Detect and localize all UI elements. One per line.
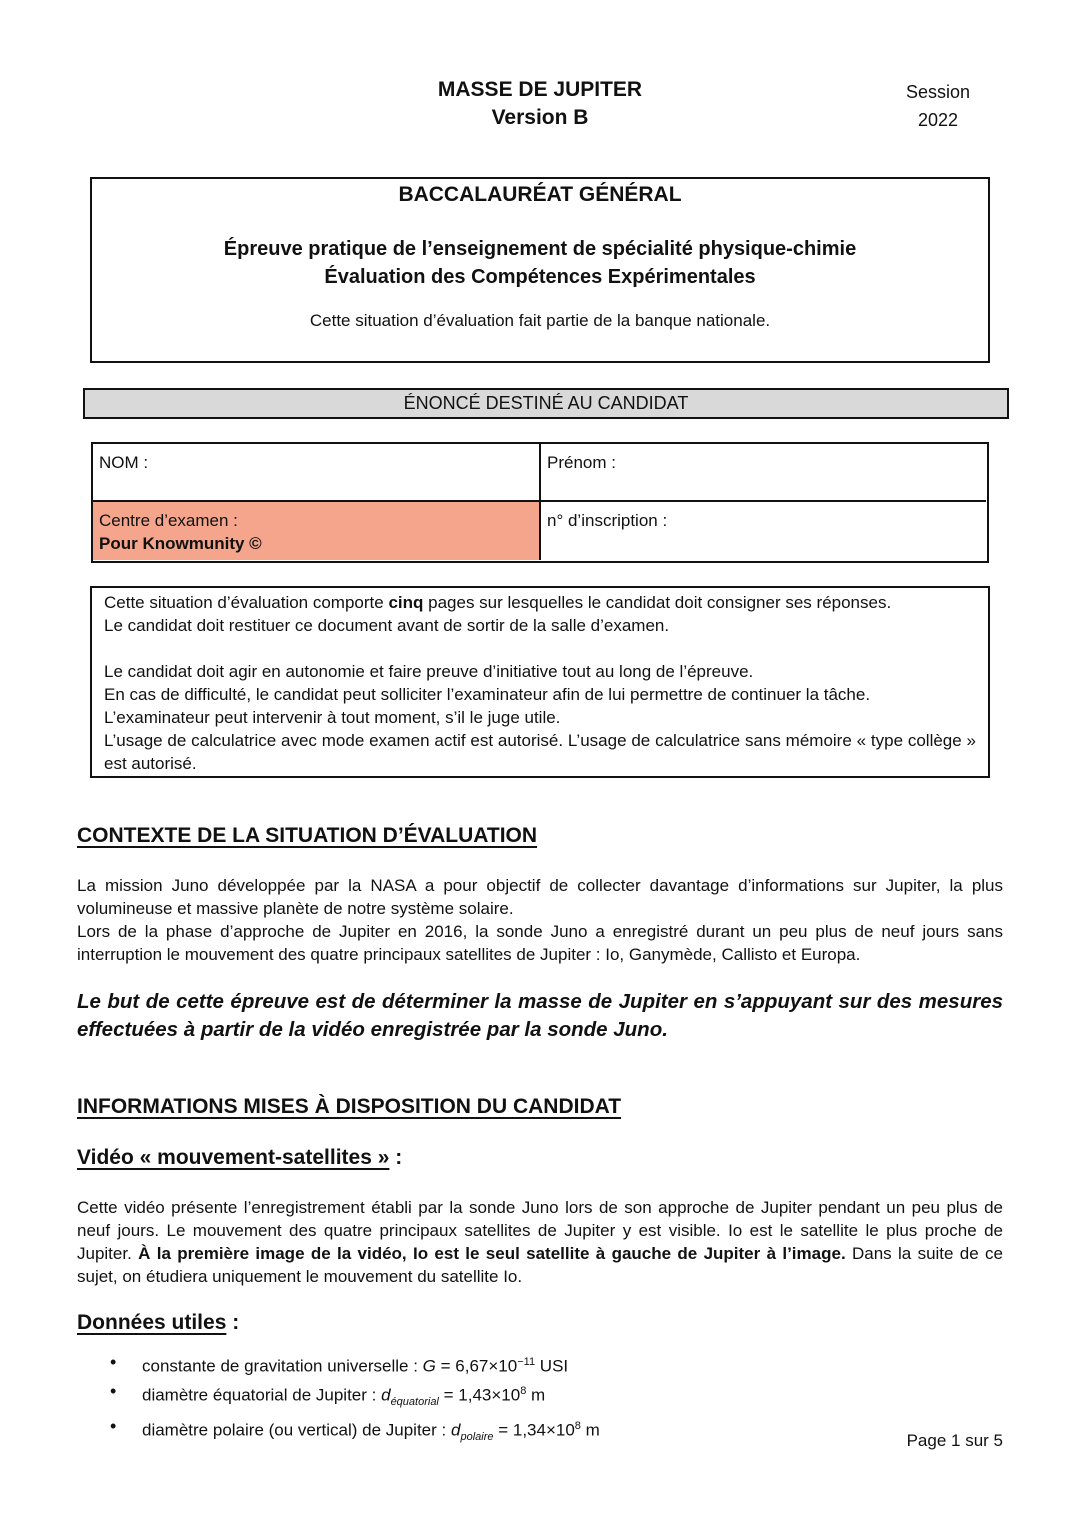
context-paragraph bbox=[77, 874, 1003, 966]
video-paragraph: Cette vidéo présente l’enregistrement établi par la sonde Juno lors de son approche de Jupiter pendant un peu plus de neuf jours. Le mouvement des quatre principaux satellites de Jupiter y est visible. Io est le satellite le plus proche de Jupiter. À la première image de la vidéo, Io est le seul satellite à gauche de Jupiter à l’image. Dans la suite de ce sujet, on étudiera uniquement le mouvement du satellite Io. bbox=[77, 1198, 1003, 1286]
document-title bbox=[340, 76, 740, 132]
session-year: 2022 bbox=[917, 110, 959, 130]
instructions-box bbox=[90, 586, 990, 778]
info-heading: INFORMATIONS MISES À DISPOSITION DU CANDIDAT bbox=[77, 1095, 622, 1118]
title-main: MASSE DE JUPITER bbox=[437, 78, 643, 101]
video-heading: Vidéo « mouvement-satellites » : bbox=[77, 1146, 403, 1169]
instruction-line-1: Cette situation d’évaluation comporte cinq pages sur lesquelles le candidat doit consigner ses réponses. bbox=[104, 593, 892, 612]
context-heading: CONTEXTE DE LA SITUATION D’ÉVALUATION bbox=[77, 824, 538, 847]
statement-bar: ÉNONCÉ DESTINÉ AU CANDIDAT bbox=[83, 388, 1009, 419]
data-heading-text: Données utiles bbox=[77, 1311, 227, 1334]
centre-field bbox=[93, 502, 541, 560]
inscription-label: n° d’inscription : bbox=[547, 511, 668, 530]
context-p1: La mission Juno développée par la NASA a pour objectif de collecter davantage d’informations sur Jupiter, la plus volumineuse et massive planète de notre système solaire. bbox=[77, 876, 1003, 918]
goal-statement: Le but de cette épreuve est de déterminer la masse de Jupiter en s’appuyant sur des mesures effectuées à partir de la vidéo enregistrée par la sonde Juno. bbox=[77, 990, 1003, 1041]
candidate-table bbox=[91, 442, 989, 563]
instruction-line-6: L’usage de calculatrice avec mode examen actif est autorisé. L’usage de calculatrice sans mémoire « type collège » est autorisé. bbox=[104, 731, 976, 773]
instruction-line-5: L’examinateur peut intervenir à tout moment, s’il le juge utile. bbox=[104, 708, 561, 727]
exam-subtitle-2: Évaluation des Compétences Expérimentales bbox=[324, 266, 756, 288]
exam-heading: BACCALAURÉAT GÉNÉRAL bbox=[398, 183, 682, 206]
prenom-label: Prénom : bbox=[547, 453, 616, 472]
title-version: Version B bbox=[491, 106, 589, 129]
data-heading: Données utiles : bbox=[77, 1311, 240, 1334]
session-info bbox=[888, 78, 988, 134]
prenom-field[interactable] bbox=[541, 444, 986, 502]
data-item-equatorial-diameter: • diamètre équatorial de Jupiter : $d_{équatorial} = 1,43\times 10^8$ m bbox=[77, 1379, 1003, 1414]
nom-field[interactable] bbox=[93, 444, 541, 502]
centre-value: Pour Knowmunity © bbox=[99, 534, 262, 553]
context-p2: Lors de la phase d’approche de Jupiter en 2016, la sonde Juno a enregistré durant un peu plus de neuf jours sans interruption le mouvement des quatre principaux satellites de Jupiter : Io, Ganymède, Callisto et Europa. bbox=[77, 922, 1003, 964]
centre-label: Centre d’examen : bbox=[99, 511, 238, 530]
nom-label: NOM : bbox=[99, 453, 149, 472]
instruction-line-4: En cas de difficulté, le candidat peut solliciter l’examinateur afin de lui permettre de continuer la tâche. bbox=[104, 685, 871, 704]
data-item-gravitation: • constante de gravitation universelle : $G = 6,67\times 10^{-11}$ USI bbox=[77, 1350, 1003, 1379]
exam-info-box bbox=[90, 177, 990, 363]
instruction-line-3: Le candidat doit agir en autonomie et faire preuve d’initiative tout au long de l’épreuve. bbox=[104, 662, 754, 681]
page-number: Page 1 sur 5 bbox=[906, 1431, 1003, 1450]
video-emphasis: À la première image de la vidéo, Io est le seul satellite à gauche de Jupiter à l’image. bbox=[138, 1244, 846, 1263]
inscription-field[interactable] bbox=[541, 502, 986, 560]
exam-subtitle-1: Épreuve pratique de l’enseignement de spécialité physique-chimie bbox=[223, 238, 857, 260]
data-item-polar-diameter: • diamètre polaire (ou vertical) de Jupiter : $d_{polaire} = 1,34\times 10^8$ m bbox=[77, 1414, 1003, 1449]
video-heading-text: Vidéo « mouvement-satellites » bbox=[77, 1146, 390, 1169]
data-list bbox=[77, 1350, 1003, 1449]
session-label: Session bbox=[905, 82, 971, 102]
exam-note: Cette situation d’évaluation fait partie de la banque nationale. bbox=[309, 311, 771, 330]
instruction-line-2: Le candidat doit restituer ce document avant de sortir de la salle d’examen. bbox=[104, 616, 670, 635]
